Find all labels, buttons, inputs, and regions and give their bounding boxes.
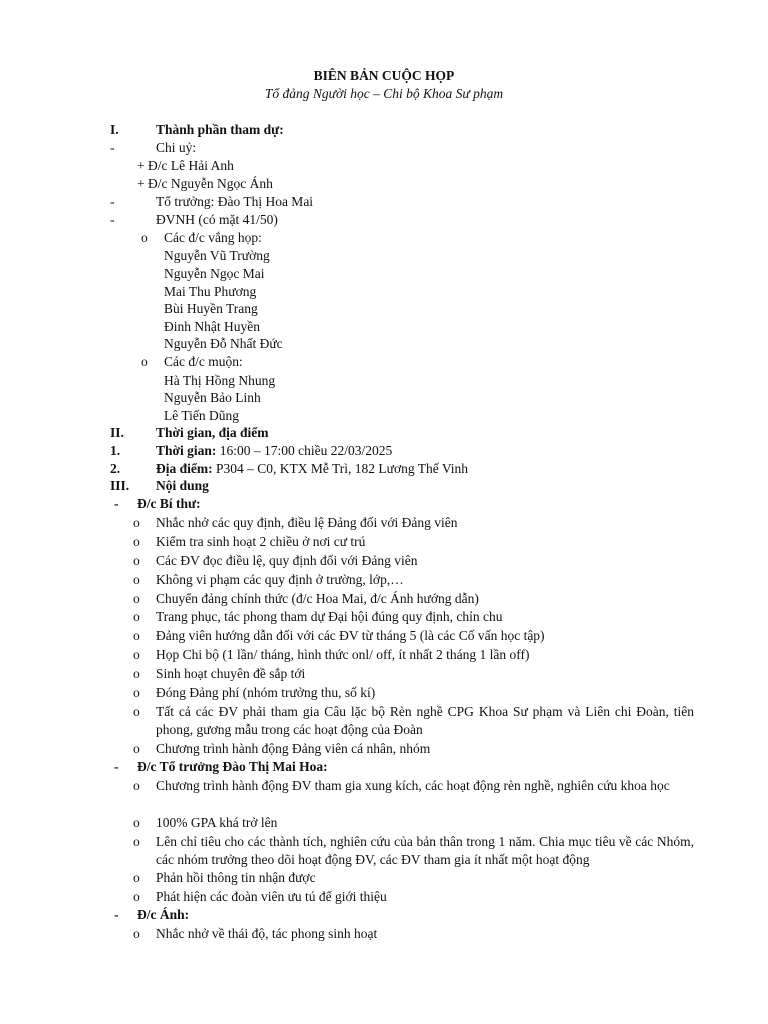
bithu-item: Đảng viên hướng dẫn đối với các ĐV từ tháng 5 (là các Cố vấn học tập)	[156, 628, 545, 643]
bithu-item: Sinh hoạt chuyên đề sắp tới	[156, 666, 306, 681]
bithu-item: Chương trình hành động Đảng viên cá nhân, nhóm	[156, 741, 431, 756]
chiuy-member: + Đ/c Nguyễn Ngọc Ánh	[137, 176, 273, 191]
absent-member: Nguyễn Đỗ Nhất Đức	[164, 336, 283, 351]
location-value: P304 – C0, KTX Mễ Trì, 182 Lương Thế Vinh	[212, 461, 469, 476]
bullet-marker: o	[133, 534, 140, 549]
absent-member: Nguyễn Ngọc Mai	[164, 266, 265, 281]
bullet-marker: o	[133, 553, 140, 568]
bithu-item: Không vi phạm các quy định ở trường, lớp,…	[156, 572, 404, 587]
bithu-item: Kiểm tra sinh hoạt 2 chiều ở nơi cư trú	[156, 534, 366, 549]
doc-title: BIÊN BẢN CUỘC HỌP	[313, 68, 455, 83]
dash-marker: -	[114, 759, 119, 774]
doc-subtitle: Tổ đảng Người học – Chi bộ Khoa Sư phạm	[264, 86, 504, 101]
bullet-marker: o	[133, 685, 140, 700]
absent-label: Các đ/c vắng họp:	[164, 230, 262, 245]
absent-member: Nguyễn Vũ Trường	[164, 248, 270, 263]
bithu-item: Đóng Đảng phí (nhóm trưởng thu, số kí)	[156, 685, 376, 700]
dash-marker: -	[110, 194, 115, 209]
item-number: 1.	[110, 443, 121, 458]
section-1-heading: Thành phần tham dự:	[156, 122, 284, 137]
anh-label: Đ/c Ánh:	[137, 907, 190, 922]
bithu-item: Nhắc nhở các quy định, điều lệ Đảng đối với Đảng viên	[156, 515, 458, 530]
section-2-number: II.	[110, 425, 124, 440]
bullet-marker: o	[133, 926, 140, 941]
bullet-marker: o	[133, 889, 140, 904]
time-value: 16:00 – 17:00 chiều 22/03/2025	[216, 443, 393, 458]
location-label: Địa điểm:	[156, 461, 213, 476]
dash-marker: -	[114, 496, 119, 511]
bullet-marker: o	[133, 704, 140, 719]
anh-item: Nhắc nhở về thái độ, tác phong sinh hoạt	[156, 926, 378, 941]
bullet-marker: o	[133, 666, 140, 681]
absent-member: Mai Thu Phương	[164, 284, 257, 299]
totruong-label: Đ/c Tổ trưởng Đào Thị Mai Hoa:	[137, 759, 328, 774]
bithu-item: Họp Chi bộ (1 lần/ tháng, hình thức onl/ off, ít nhất 2 tháng 1 lần off)	[156, 647, 530, 662]
bullet-marker: o	[133, 591, 140, 606]
totruong-line: Tổ trưởng: Đào Thị Hoa Mai	[156, 194, 314, 209]
bullet-marker: o	[133, 609, 140, 624]
bithu-item: Chuyển đảng chính thức (đ/c Hoa Mai, đ/c Ánh hướng dẫn)	[156, 591, 479, 606]
bullet-marker: o	[133, 628, 140, 643]
section-2-heading: Thời gian, địa điểm	[156, 425, 269, 440]
bullet-marker: o	[133, 834, 140, 849]
bithu-item: Trang phục, tác phong tham dự Đại hội đúng quy định, chỉn chu	[156, 609, 503, 624]
totruong-item: Chương trình hành động ĐV tham gia xung kích, các hoạt động rèn nghề, nghiên cứu khoa học	[156, 778, 670, 793]
bithu-label: Đ/c Bí thư:	[137, 496, 201, 511]
bullet-marker: o	[133, 741, 140, 756]
bithu-item: Tất cả các ĐV phải tham gia Câu lặc bộ Rèn nghề CPG Khoa Sư phạm và Liên chi Đoàn, tiên phong, gương mẫu trong các hoạt động của Đoàn	[156, 704, 694, 737]
bullet-marker: o	[133, 815, 140, 830]
late-label: Các đ/c muộn:	[164, 354, 243, 369]
late-member: Nguyễn Bảo Linh	[164, 390, 261, 405]
time-line	[156, 442, 392, 460]
item-number: 2.	[110, 461, 121, 476]
bullet-marker: o	[133, 870, 140, 885]
bullet-marker: o	[141, 230, 148, 245]
absent-member: Đinh Nhật Huyền	[164, 319, 260, 334]
bullet-marker: o	[133, 572, 140, 587]
bullet-marker: o	[141, 354, 148, 369]
late-member: Hà Thị Hồng Nhung	[164, 373, 276, 388]
bullet-marker: o	[133, 778, 140, 793]
chiuy-member: + Đ/c Lê Hải Anh	[137, 158, 234, 173]
section-1-number: I.	[110, 122, 119, 137]
location-line	[156, 460, 468, 478]
section-3-heading: Nội dung	[156, 478, 209, 493]
dash-marker: -	[110, 140, 115, 155]
totruong-item: Phản hồi thông tin nhận được	[156, 870, 316, 885]
absent-member: Bùi Huyền Trang	[164, 301, 258, 316]
section-3-number: III.	[110, 478, 130, 493]
bithu-item: Các ĐV đọc điều lệ, quy định đối với Đảng viên	[156, 553, 418, 568]
totruong-item: Lên chỉ tiêu cho các thành tích, nghiên cứu của bản thân trong 1 năm. Chia mục tiêu về các Nhóm, các nhóm trưởng theo dõi hoạt động ĐV, các ĐV tham gia ít nhất một hoạt động	[156, 834, 694, 867]
totruong-item: Phát hiện các đoàn viên ưu tú để giới thiệu	[156, 889, 387, 904]
time-label: Thời gian:	[156, 443, 217, 458]
totruong-item: 100% GPA khá trở lên	[156, 815, 278, 830]
dvnh-line: ĐVNH (có mặt 41/50)	[156, 212, 278, 227]
bullet-marker: o	[133, 515, 140, 530]
late-member: Lê Tiến Dũng	[164, 408, 240, 423]
bullet-marker: o	[133, 647, 140, 662]
chiuy-label: Chi uỷ:	[156, 140, 197, 155]
dash-marker: -	[110, 212, 115, 227]
dash-marker: -	[114, 907, 119, 922]
